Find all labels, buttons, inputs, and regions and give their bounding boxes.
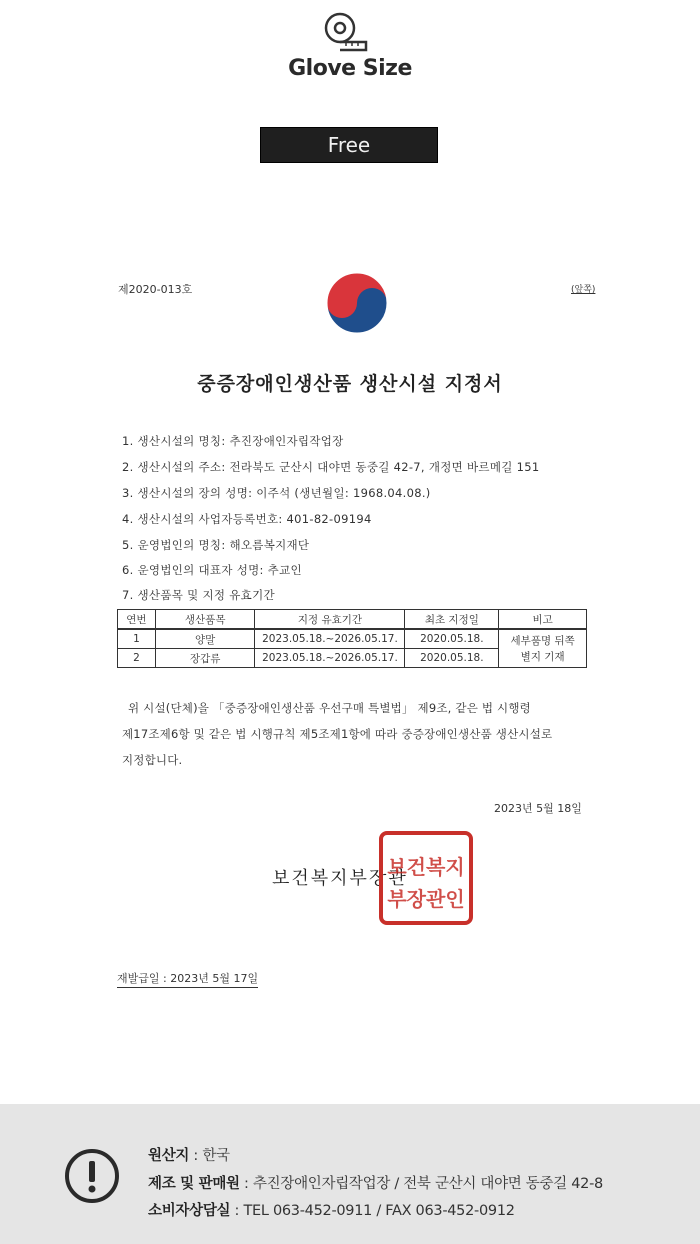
issue-date: 2023년 5월 18일 xyxy=(494,802,582,815)
official-seal-icon xyxy=(378,830,474,926)
table-remark-cell xyxy=(499,629,587,668)
product-table xyxy=(117,609,587,668)
table-cell: 양말 xyxy=(155,629,255,649)
table-header-cell: 비고 xyxy=(499,610,587,630)
origin-line xyxy=(148,1144,230,1165)
table-cell: 2 xyxy=(118,649,156,668)
field-products-heading: 7. 생산품목 및 지정 유효기간 xyxy=(122,588,275,602)
table-cell: 2020.05.18. xyxy=(405,629,499,649)
table-cell: 2023.05.18.~2026.05.17. xyxy=(255,629,405,649)
remark-line: 세부품명 뒤쪽 xyxy=(510,634,575,647)
maker-line xyxy=(148,1172,603,1193)
table-cell: 장갑류 xyxy=(155,649,255,668)
field-representative: 6. 운영법인의 대표자 성명: 추교인 xyxy=(122,563,302,577)
svg-text:보건복지: 보건복지 xyxy=(387,855,465,879)
statement-line: 제17조제6항 및 같은 법 시행규칙 제5조제1항에 따라 중증장애인생산품 생산시설로 xyxy=(122,727,553,741)
document-number: 제2020-013호 xyxy=(118,283,193,296)
statement-line: 위 시설(단체)을 「중증장애인생산품 우선구매 특별법」 제9조, 같은 법 시행령 xyxy=(128,701,531,715)
exclamation-circle-icon xyxy=(64,1148,120,1204)
front-page-label: (앞쪽) xyxy=(571,285,596,295)
field-facility-name: 1. 생산시설의 명칭: 추진장애인자립작업장 xyxy=(122,434,344,448)
field-corporation-name: 5. 운영법인의 명칭: 해오름복지재단 xyxy=(122,538,310,552)
tape-measure-icon xyxy=(322,10,370,54)
table-cell: 2020.05.18. xyxy=(405,649,499,668)
size-badge: Free xyxy=(260,127,438,163)
origin-label: 원산지 xyxy=(148,1148,190,1164)
table-header-cell: 연번 xyxy=(118,610,156,630)
field-business-number: 4. 생산시설의 사업자등록번호: 401-82-09194 xyxy=(122,512,372,526)
ministry-name: 보건복지부장관 xyxy=(272,868,408,889)
table-header-cell: 지정 유효기간 xyxy=(255,610,405,630)
table-row xyxy=(118,629,587,649)
reissue-date: 재발급일 : 2023년 5월 17일 xyxy=(117,970,258,988)
maker-label: 제조 및 판매원 xyxy=(148,1176,240,1192)
table-header-cell: 최초 지정일 xyxy=(405,610,499,630)
table-cell: 1 xyxy=(118,629,156,649)
table-header-cell: 생산품목 xyxy=(155,610,255,630)
contact-label: 소비자상담실 xyxy=(148,1203,231,1219)
statement-line: 지정합니다. xyxy=(122,753,183,767)
field-facility-head: 3. 생산시설의 장의 성명: 이주석 (생년월일: 1968.04.08.) xyxy=(122,486,431,500)
contact-line xyxy=(148,1199,515,1220)
table-header-row xyxy=(118,610,587,630)
svg-text:부장관인: 부장관인 xyxy=(387,887,465,911)
size-title: Glove Size xyxy=(288,56,412,81)
maker-value: : 추진장애인자립작업장 / 전북 군산시 대야면 동중길 42-8 xyxy=(239,1176,603,1192)
government-emblem-icon xyxy=(324,270,390,336)
origin-value: : 한국 xyxy=(189,1148,230,1164)
table-cell: 2023.05.18.~2026.05.17. xyxy=(255,649,405,668)
contact-value: : TEL 063-452-0911 / FAX 063-452-0912 xyxy=(230,1203,515,1219)
remark-line: 별지 기재 xyxy=(520,650,565,663)
document-title: 중증장애인생산품 생산시설 지정서 xyxy=(197,373,503,395)
field-facility-address: 2. 생산시설의 주소: 전라북도 군산시 대야면 동중길 42-7, 개정면 바르메길 151 xyxy=(122,460,540,474)
